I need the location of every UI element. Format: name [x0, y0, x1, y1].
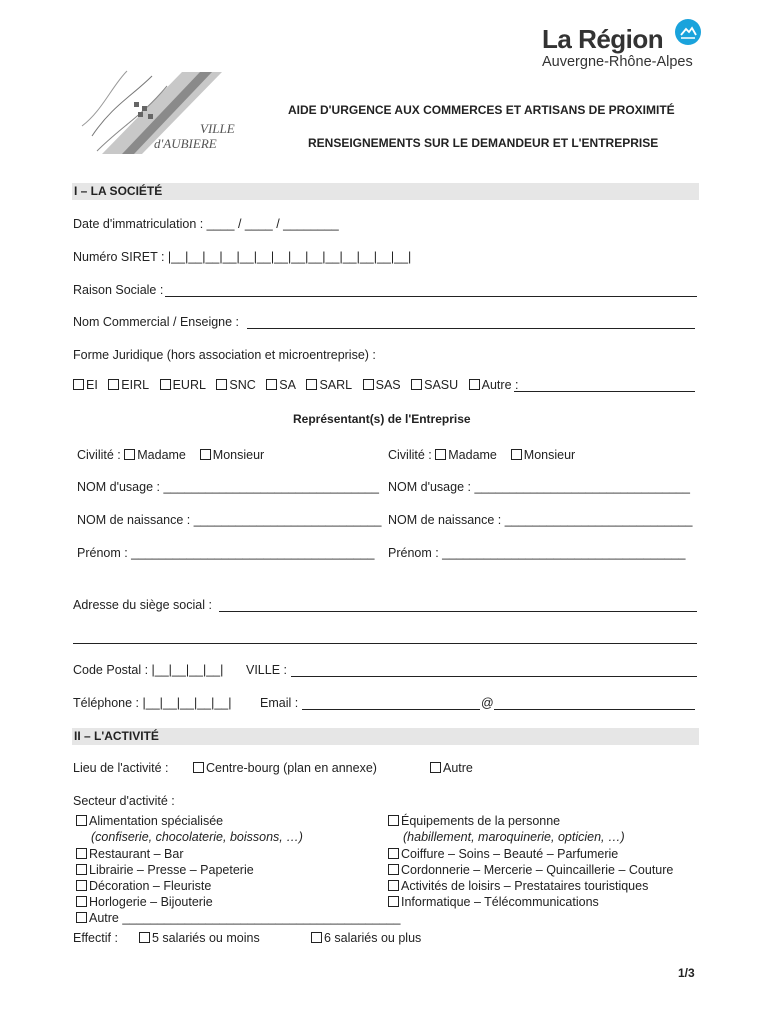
section-2-header [72, 728, 699, 745]
checkbox-icon [76, 880, 87, 891]
lieu-activite-label: Lieu de l'activité : [73, 761, 169, 775]
adresse-input-line-1[interactable] [219, 611, 697, 612]
checkbox-icon [76, 912, 87, 923]
rep2-nom-naissance-field[interactable]: NOM de naissance : ___________________________ [388, 513, 693, 527]
forme-option-ei[interactable]: EI [73, 378, 98, 392]
code-postal-field[interactable]: Code Postal : |__|__|__|__| [73, 663, 224, 677]
ville-aubiere-logo [72, 66, 244, 158]
checkbox-icon [469, 379, 480, 390]
secteur-cordonnerie-option[interactable]: Cordonnerie – Mercerie – Quincaillerie – Couture [388, 863, 673, 878]
secteur-informatique-option[interactable]: Informatique – Télécommunications [388, 895, 599, 910]
forme-option-autre[interactable]: Autre : [469, 378, 519, 392]
page-number: 1/3 [678, 966, 695, 980]
section-2-title: II – L'ACTIVITÉ [74, 729, 159, 743]
checkbox-icon [306, 379, 317, 390]
checkbox-icon [363, 379, 374, 390]
secteur-coiffure-option[interactable]: Coiffure – Soins – Beauté – Parfumerie [388, 847, 618, 862]
adresse-label: Adresse du siège social : [73, 598, 212, 612]
lieu-autre-option[interactable]: Autre [430, 761, 473, 776]
effectif-label: Effectif : [73, 931, 118, 945]
adresse-input-line-2[interactable] [73, 643, 697, 644]
checkbox-icon [311, 932, 322, 943]
ville-logo-line2: d'AUBIERE [154, 136, 217, 151]
email-at-sign: @ [481, 696, 494, 710]
rep1-nom-usage-field[interactable]: NOM d'usage : _______________________________ [77, 480, 379, 494]
rep2-monsieur-option[interactable]: Monsieur [511, 448, 575, 462]
secteur-horlogerie-option[interactable]: Horlogerie – Bijouterie [76, 895, 213, 910]
secteur-equipements-option[interactable]: Équipements de la personne [388, 814, 560, 829]
forme-juridique-options [73, 378, 525, 393]
effectif-5-ou-moins-option[interactable]: 5 salariés ou moins [139, 931, 260, 946]
checkbox-icon [388, 880, 399, 891]
checkbox-icon [511, 449, 522, 460]
forme-option-eurl[interactable]: EURL [160, 378, 206, 392]
representants-title: Représentant(s) de l'Entreprise [293, 412, 471, 426]
checkbox-icon [76, 864, 87, 875]
ville-input-line[interactable] [291, 676, 697, 677]
checkbox-icon [108, 379, 119, 390]
forme-option-sas[interactable]: SAS [363, 378, 401, 392]
checkbox-icon [124, 449, 135, 460]
region-logo-icon [675, 19, 701, 45]
secteur-alimentation-note: (confiserie, chocolaterie, boissons, …) [91, 830, 303, 844]
checkbox-icon [388, 848, 399, 859]
checkbox-icon [266, 379, 277, 390]
email-user-input-line[interactable] [302, 709, 480, 710]
rep2-prenom-field[interactable]: Prénom : ___________________________________ [388, 546, 686, 560]
checkbox-icon [435, 449, 446, 460]
form-subtitle: RENSEIGNEMENTS SUR LE DEMANDEUR ET L'ENTREPRISE [308, 136, 659, 150]
checkbox-icon [73, 379, 84, 390]
nom-commercial-label: Nom Commercial / Enseigne : [73, 315, 240, 329]
checkbox-icon [139, 932, 150, 943]
forme-option-sa[interactable]: SA [266, 378, 296, 392]
checkbox-icon [411, 379, 422, 390]
ville-label: VILLE : [246, 663, 287, 677]
forme-option-sasu[interactable]: SASU [411, 378, 458, 392]
effectif-6-ou-plus-option[interactable]: 6 salariés ou plus [311, 931, 421, 946]
region-logo-subtitle: Auvergne-Rhône-Alpes [542, 54, 693, 70]
checkbox-icon [388, 896, 399, 907]
secteur-equipements-note: (habillement, maroquinerie, opticien, …) [403, 830, 625, 844]
secteur-alimentation-option[interactable]: Alimentation spécialisée [76, 814, 223, 829]
lieu-centre-bourg-option[interactable]: Centre-bourg (plan en annexe) [193, 761, 377, 776]
email-label: Email : [260, 696, 299, 710]
checkbox-icon [160, 379, 171, 390]
secteur-restaurant-option[interactable]: Restaurant – Bar [76, 847, 184, 862]
checkbox-icon [216, 379, 227, 390]
rep2-nom-usage-field[interactable]: NOM d'usage : _______________________________ [388, 480, 690, 494]
checkbox-icon [76, 815, 87, 826]
forme-autre-input-line[interactable] [514, 391, 695, 392]
rep1-monsieur-option[interactable]: Monsieur [200, 448, 264, 462]
secteur-decoration-option[interactable]: Décoration – Fleuriste [76, 879, 211, 894]
secteur-loisirs-option[interactable]: Activités de loisirs – Prestataires touristiques [388, 879, 648, 894]
checkbox-icon [388, 815, 399, 826]
forme-option-sarl[interactable]: SARL [306, 378, 352, 392]
checkbox-icon [388, 864, 399, 875]
rep2-civilite: Civilité : Madame Monsieur [388, 448, 576, 462]
nom-commercial-input-line[interactable] [247, 328, 695, 329]
region-logo-title: La Région [542, 24, 664, 54]
date-immatriculation-field[interactable]: Date d'immatriculation : ____ / ____ / ________ [73, 217, 339, 231]
checkbox-icon [76, 848, 87, 859]
secteur-autre-option[interactable]: Autre ________________________________________ [76, 911, 400, 926]
form-title: AIDE D'URGENCE AUX COMMERCES ET ARTISANS DE PROXIMITÉ [288, 103, 675, 117]
rep1-prenom-field[interactable]: Prénom : ___________________________________ [77, 546, 375, 560]
section-1-title: I – LA SOCIÉTÉ [74, 184, 163, 198]
checkbox-icon [76, 896, 87, 907]
rep1-nom-naissance-field[interactable]: NOM de naissance : ___________________________ [77, 513, 382, 527]
section-1-header [72, 183, 699, 200]
siret-field[interactable]: Numéro SIRET : |__|__|__|__|__|__|__|__|__|__|__|__|__|__| [73, 250, 412, 264]
raison-sociale-label: Raison Sociale : [73, 283, 164, 297]
ville-logo-line1: VILLE [200, 121, 235, 136]
checkbox-icon [200, 449, 211, 460]
telephone-field[interactable]: Téléphone : |__|__|__|__|__| [73, 696, 232, 710]
email-domain-input-line[interactable] [494, 709, 695, 710]
secteur-librairie-option[interactable]: Librairie – Presse – Papeterie [76, 863, 254, 878]
checkbox-icon [430, 762, 441, 773]
forme-option-snc[interactable]: SNC [216, 378, 255, 392]
rep2-madame-option[interactable]: Madame [435, 448, 497, 462]
forme-juridique-label: Forme Juridique (hors association et microentreprise) : [73, 348, 376, 362]
rep1-civilite: Civilité : Madame Monsieur [77, 448, 265, 462]
secteur-activite-label: Secteur d'activité : [73, 794, 175, 808]
rep1-madame-option[interactable]: Madame [124, 448, 186, 462]
checkbox-icon [193, 762, 204, 773]
raison-sociale-input-line[interactable] [165, 296, 697, 297]
forme-option-eirl[interactable]: EIRL [108, 378, 149, 392]
